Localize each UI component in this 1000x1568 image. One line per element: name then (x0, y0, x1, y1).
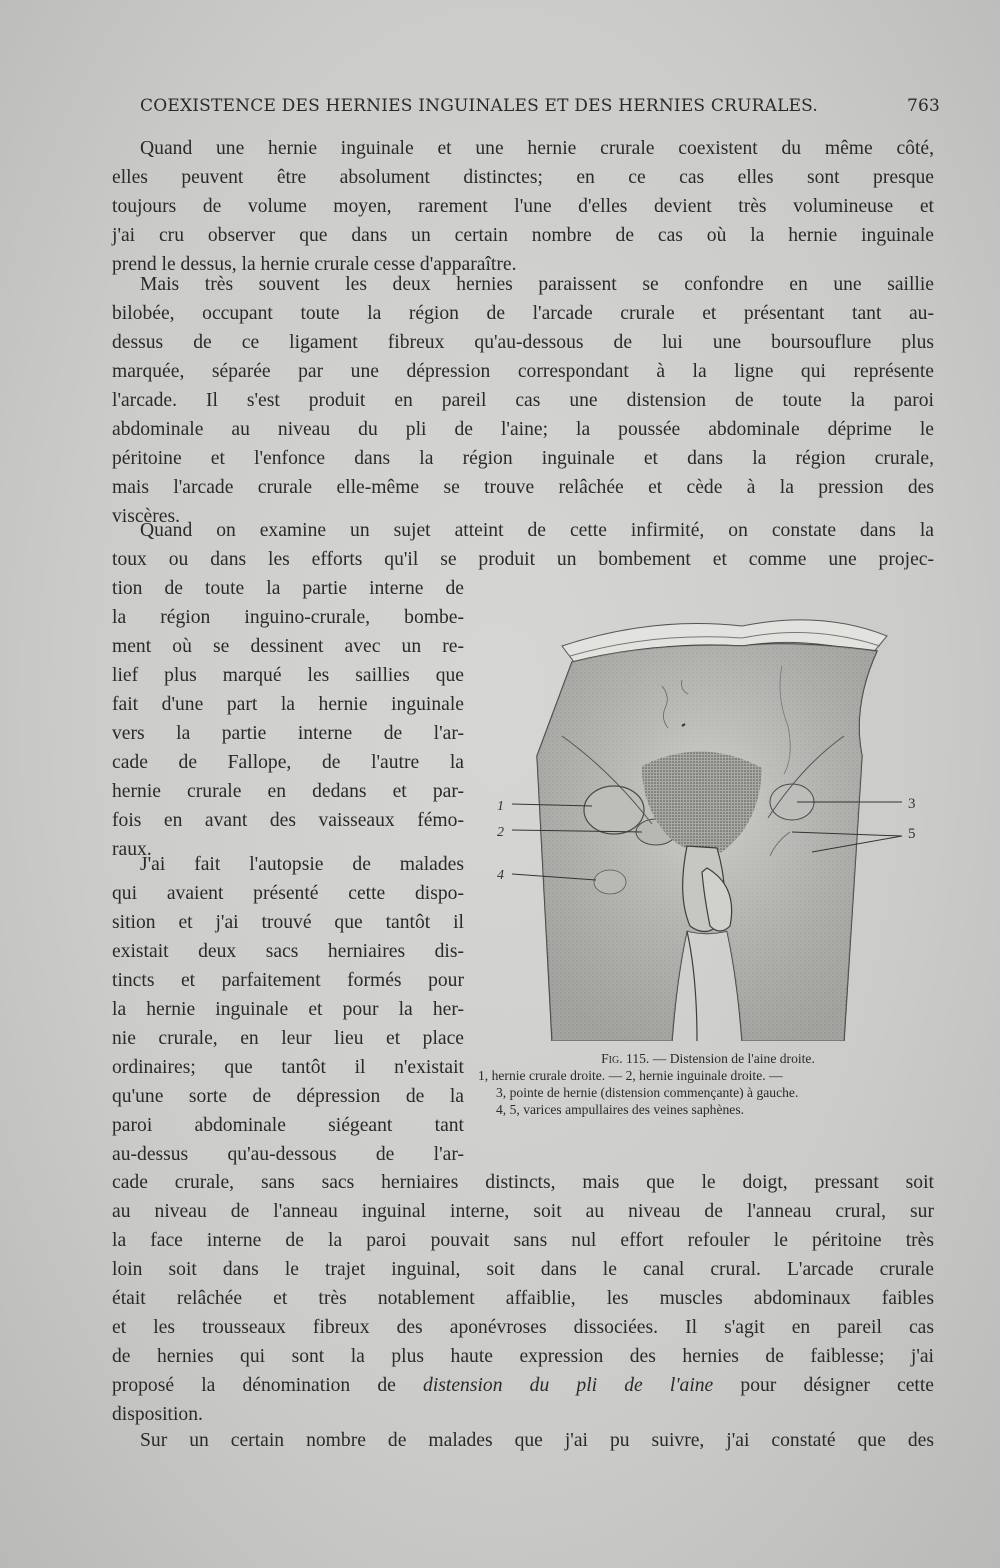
text-line: péritoine et l'enfonce dans la région inguinale et dans la région crurale, (112, 448, 934, 469)
text-line: la région inguino-crurale, bombe- (112, 607, 464, 628)
text-run: pour désigner cette (713, 1375, 934, 1396)
text-line: tion de toute la partie interne de (112, 578, 464, 599)
text-line: prend le dessus, la hernie crurale cesse d'apparaître. (112, 254, 517, 275)
text-line: ordinaires; que tantôt il n'existait (112, 1057, 464, 1078)
caption-line: 4, 5, varices ampullaires des veines saphènes. (496, 1102, 745, 1117)
running-header (140, 96, 940, 116)
text-line-with-italic (112, 1371, 934, 1400)
italic-term: distension du pli de l'aine (423, 1375, 714, 1396)
text-line: fait d'une part la hernie inguinale (112, 694, 464, 715)
text-line: toujours de volume moyen, rarement l'une d'elles devient très volumineuse et (112, 196, 934, 217)
figure-label-3: 3 (908, 796, 916, 812)
text-run: proposé la dénomination de (112, 1375, 424, 1396)
text-line: cade de Fallope, de l'autre la (112, 752, 464, 773)
text-line: nie crurale, en leur lieu et place (112, 1028, 464, 1049)
text-line: Quand une hernie inguinale et une hernie crurale coexistent du même côté, (140, 138, 934, 159)
text-line: ment où se dessinent avec un re- (112, 636, 464, 657)
text-line: marquée, séparée par une dépression correspondant à la ligne qui représente (112, 361, 934, 382)
page-number: 763 (906, 96, 940, 116)
caption-title-line (478, 1050, 938, 1067)
text-line: sition et j'ai trouvé que tantôt il (112, 912, 464, 933)
text-line: mais l'arcade crurale elle-même se trouve relâchée et cède à la pression des (112, 477, 934, 498)
text-line: loin soit dans le trajet inguinal, soit dans le canal crural. L'arcade crurale (112, 1259, 934, 1280)
caption-line: 3, pointe de hernie (distension commençante) à gauche. (496, 1085, 799, 1100)
figure-label-5: 5 (908, 826, 916, 842)
figure-label-1: 1 (497, 799, 504, 814)
anatomical-figure (492, 596, 932, 1041)
text-line: J'ai fait l'autopsie de malades (140, 854, 464, 875)
paragraph-2 (112, 270, 934, 531)
text-line: vers la partie interne de l'ar- (112, 723, 464, 744)
text-line: de hernies qui sont la plus haute expression des hernies de faiblesse; j'ai (112, 1346, 934, 1367)
text-line: elles peuvent être absolument distinctes; en ce cas elles sont presque (112, 167, 934, 188)
text-line: abdominale au niveau du pli de l'aine; la poussée abdominale déprime le (112, 419, 934, 440)
caption-figure-number: Fig. 115. (601, 1051, 650, 1066)
text-line: lief plus marqué les saillies que (112, 665, 464, 686)
groin-illustration (492, 596, 932, 1041)
text-line: viscères. (112, 506, 181, 527)
text-line: raux. (112, 839, 152, 860)
text-line: la face interne de la paroi pouvait sans nul effort refouler le péritoine très (112, 1230, 934, 1251)
paragraph-1 (112, 134, 934, 279)
paragraph-4-column (112, 850, 464, 1169)
text-line: hernie crurale en dedans et par- (112, 781, 464, 802)
text-line: était relâchée et très notablement affaiblie, les muscles abdominaux faibles (112, 1288, 934, 1309)
text-line: au-dessus qu'au-dessous de l'ar- (112, 1144, 464, 1165)
text-line: j'ai cru observer que dans un certain nombre de cas où la hernie inguinale (112, 225, 934, 246)
text-line: Mais très souvent les deux hernies paraissent se confondre en une saillie (140, 274, 934, 295)
figure-label-4: 4 (497, 868, 504, 883)
text-line: Sur un certain nombre de malades que j'ai pu suivre, j'ai constaté que des (140, 1430, 934, 1451)
text-line: existait deux sacs herniaires dis- (112, 941, 464, 962)
text-line: bilobée, occupant toute la région de l'arcade crurale et présentant tant au- (112, 303, 934, 324)
text-line: qui avaient présenté cette dispo- (112, 883, 464, 904)
text-line: et les trousseaux fibreux des aponévroses dissociées. Il s'agit en pareil cas (112, 1317, 934, 1338)
figure-caption (478, 1050, 938, 1118)
text-line: dessus de ce ligament fibreux qu'au-dessous de lui une boursouflure plus (112, 332, 934, 353)
running-title: COEXISTENCE DES HERNIES INGUINALES ET DES HERNIES CRURALES. (140, 96, 819, 116)
text-line: disposition. (112, 1404, 203, 1425)
caption-title: — Distension de l'aine droite. (649, 1051, 815, 1066)
text-line: l'arcade. Il s'est produit en pareil cas une distension de toute la paroi (112, 390, 934, 411)
paragraph-5 (112, 1426, 934, 1455)
paragraph-3-full (112, 516, 934, 574)
text-line: au niveau de l'anneau inguinal interne, soit au niveau de l'anneau crural, sur (112, 1201, 934, 1222)
paragraph-4-full (112, 1168, 934, 1429)
paragraph-3-column (112, 574, 464, 864)
text-line: toux ou dans les efforts qu'il se produit un bombement et comme une projec- (112, 549, 934, 570)
figure-label-2: 2 (497, 825, 504, 840)
text-line: fois en avant des vaisseaux fémo- (112, 810, 464, 831)
text-line: la hernie inguinale et pour la her- (112, 999, 464, 1020)
text-line: cade crurale, sans sacs herniaires distincts, mais que le doigt, pressant soit (112, 1172, 934, 1193)
text-line: paroi abdominale siégeant tant (112, 1115, 464, 1136)
text-line: tincts et parfaitement formés pour (112, 970, 464, 991)
text-line: qu'une sorte de dépression de la (112, 1086, 464, 1107)
text-line: Quand on examine un sujet atteint de cette infirmité, on constate dans la (140, 520, 934, 541)
caption-line: 1, hernie crurale droite. — 2, hernie inguinale droite. — (478, 1068, 783, 1083)
